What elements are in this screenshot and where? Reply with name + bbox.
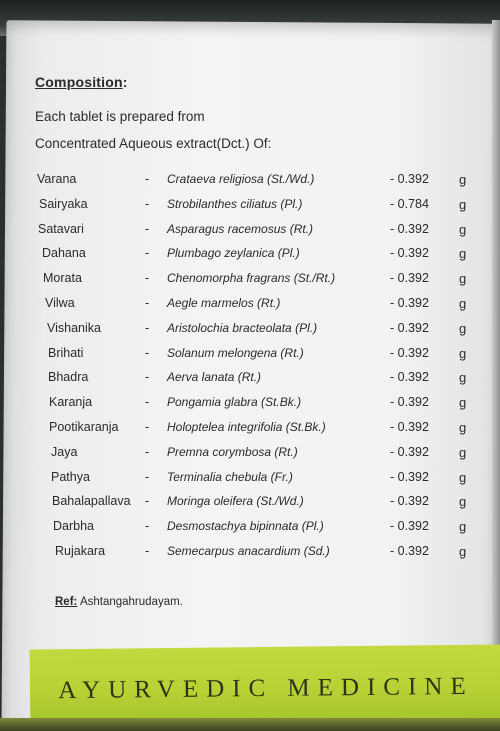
ingredient-name: Vishanika xyxy=(47,320,101,335)
intro-line-1: Each tablet is prepared from xyxy=(35,109,205,124)
ingredient-botanical-name: Terminalia chebula (Fr.) xyxy=(167,469,293,484)
ingredient-botanical-name: Asparagus racemosus (Rt.) xyxy=(167,221,314,236)
ingredient-unit: g xyxy=(459,246,467,262)
ingredient-unit: g xyxy=(459,271,467,287)
ingredient-botanical-name: Chenomorpha fragrans (St./Rt.) xyxy=(167,271,336,286)
ingredient-botanical-name: Aristolochia bracteolata (Pl.) xyxy=(167,320,318,335)
ingredient-separator: - xyxy=(145,196,150,211)
composition-heading xyxy=(35,74,128,90)
ingredient-quantity: - 0.784 xyxy=(390,196,429,211)
ingredient-name: Varana xyxy=(37,172,77,186)
ingredient-botanical-name: Pongamia glabra (St.Bk.) xyxy=(167,395,302,410)
ingredient-row xyxy=(0,395,500,415)
composition-colon: : xyxy=(122,74,128,90)
ingredient-separator: - xyxy=(145,519,150,534)
reference-label: Ref: xyxy=(55,596,78,608)
ingredient-row xyxy=(0,172,500,192)
ingredient-row xyxy=(0,246,500,266)
ingredient-botanical-name: Semecarpus anacardium (Sd.) xyxy=(167,544,330,558)
ingredient-row xyxy=(0,271,500,291)
ingredient-quantity: - 0.392 xyxy=(390,395,429,410)
ingredient-quantity: - 0.392 xyxy=(390,370,429,385)
ingredient-botanical-name: Solanum melongena (Rt.) xyxy=(167,345,304,360)
ingredient-name: Pathya xyxy=(51,469,90,484)
ingredient-quantity: - 0.392 xyxy=(390,494,429,509)
ingredient-row xyxy=(0,420,500,440)
box-bottom-edge xyxy=(0,718,500,731)
ingredient-separator: - xyxy=(145,221,150,236)
ingredient-row xyxy=(0,296,500,316)
ingredient-row xyxy=(0,222,500,242)
ingredient-separator: - xyxy=(145,345,150,360)
intro-line-2: Concentrated Aqueous extract(Dct.) Of: xyxy=(35,136,272,151)
ingredient-unit: g xyxy=(459,172,467,187)
ingredient-name: Brihati xyxy=(48,345,84,360)
ingredient-quantity: - 0.392 xyxy=(390,420,429,434)
ingredient-unit: g xyxy=(459,370,467,386)
ingredient-unit: g xyxy=(459,494,467,510)
ingredient-name: Karanja xyxy=(49,395,93,410)
ingredient-separator: - xyxy=(145,296,150,310)
ingredient-unit: g xyxy=(459,345,467,361)
ingredient-separator: - xyxy=(145,246,150,261)
ingredient-name: Dahana xyxy=(42,246,86,261)
ingredient-unit: g xyxy=(459,444,467,460)
ingredient-row xyxy=(0,370,500,390)
ingredient-botanical-name: Desmostachya bipinnata (Pl.) xyxy=(167,519,324,534)
ingredient-name: Sairyaka xyxy=(39,196,88,211)
ingredient-botanical-name: Holoptelea integrifolia (St.Bk.) xyxy=(167,420,326,434)
ingredient-name: Satavari xyxy=(38,221,84,236)
ingredient-name: Rujakara xyxy=(55,544,106,558)
ingredient-separator: - xyxy=(145,320,150,335)
ingredient-name: Darbha xyxy=(53,519,94,534)
ingredient-name: Bhadra xyxy=(48,370,89,385)
ingredient-quantity: - 0.392 xyxy=(390,519,429,534)
ingredient-botanical-name: Moringa oleifera (St./Wd.) xyxy=(167,494,304,509)
ingredient-unit: g xyxy=(459,395,467,411)
ingredient-quantity: - 0.392 xyxy=(390,320,429,335)
ingredient-botanical-name: Aegle marmelos (Rt.) xyxy=(167,296,281,310)
ingredient-name: Bahalapallava xyxy=(52,494,131,509)
ingredient-separator: - xyxy=(145,469,150,484)
reference-line xyxy=(55,596,183,608)
ingredient-botanical-name: Crataeva religiosa (St./Wd.) xyxy=(167,172,315,186)
ingredient-separator: - xyxy=(145,395,150,410)
ingredient-row xyxy=(0,494,500,514)
ingredient-separator: - xyxy=(145,370,150,385)
ingredient-row xyxy=(0,470,500,490)
ingredient-name: Jaya xyxy=(51,444,78,459)
ingredient-botanical-name: Premna corymbosa (Rt.) xyxy=(167,444,298,459)
ingredient-row xyxy=(0,346,500,366)
ingredient-unit: g xyxy=(459,519,467,535)
ingredient-name: Pootikaranja xyxy=(49,420,119,434)
ingredient-quantity: - 0.392 xyxy=(390,444,429,459)
ingredient-name: Morata xyxy=(43,271,82,286)
ingredient-separator: - xyxy=(145,494,150,509)
ingredient-quantity: - 0.392 xyxy=(390,246,429,261)
banner-text: AYURVEDIC MEDICINE xyxy=(58,672,474,705)
ingredient-name: Vilwa xyxy=(45,296,75,310)
ingredient-botanical-name: Aerva lanata (Rt.) xyxy=(167,370,262,385)
ingredient-unit: g xyxy=(459,544,467,559)
ingredient-separator: - xyxy=(145,271,150,286)
ingredient-unit: g xyxy=(459,221,467,237)
ingredient-row xyxy=(0,544,500,564)
ingredient-row xyxy=(0,445,500,465)
ingredient-quantity: - 0.392 xyxy=(390,544,429,558)
ingredient-quantity: - 0.392 xyxy=(390,345,429,360)
ingredient-unit: g xyxy=(459,469,467,485)
ingredient-quantity: - 0.392 xyxy=(390,296,429,310)
ingredient-separator: - xyxy=(145,544,150,558)
ingredient-quantity: - 0.392 xyxy=(390,221,429,236)
ingredient-separator: - xyxy=(145,444,150,459)
ingredient-unit: g xyxy=(459,296,467,311)
ingredient-row xyxy=(0,321,500,341)
ingredient-separator: - xyxy=(145,420,150,434)
ingredient-botanical-name: Plumbago zeylanica (Pl.) xyxy=(167,246,300,261)
composition-title: Composition xyxy=(35,74,123,90)
ingredient-unit: g xyxy=(459,420,467,435)
ingredient-unit: g xyxy=(459,320,467,336)
ingredient-row xyxy=(0,197,500,217)
ingredient-row xyxy=(0,519,500,539)
ingredient-separator: - xyxy=(145,172,150,186)
ingredient-botanical-name: Strobilanthes ciliatus (Pl.) xyxy=(167,196,303,211)
ingredient-quantity: - 0.392 xyxy=(390,469,429,484)
ingredient-quantity: - 0.392 xyxy=(390,271,429,286)
ingredient-quantity: - 0.392 xyxy=(390,172,429,186)
reference-text: Ashtangahrudayam. xyxy=(79,596,183,608)
ingredient-unit: g xyxy=(459,196,467,212)
